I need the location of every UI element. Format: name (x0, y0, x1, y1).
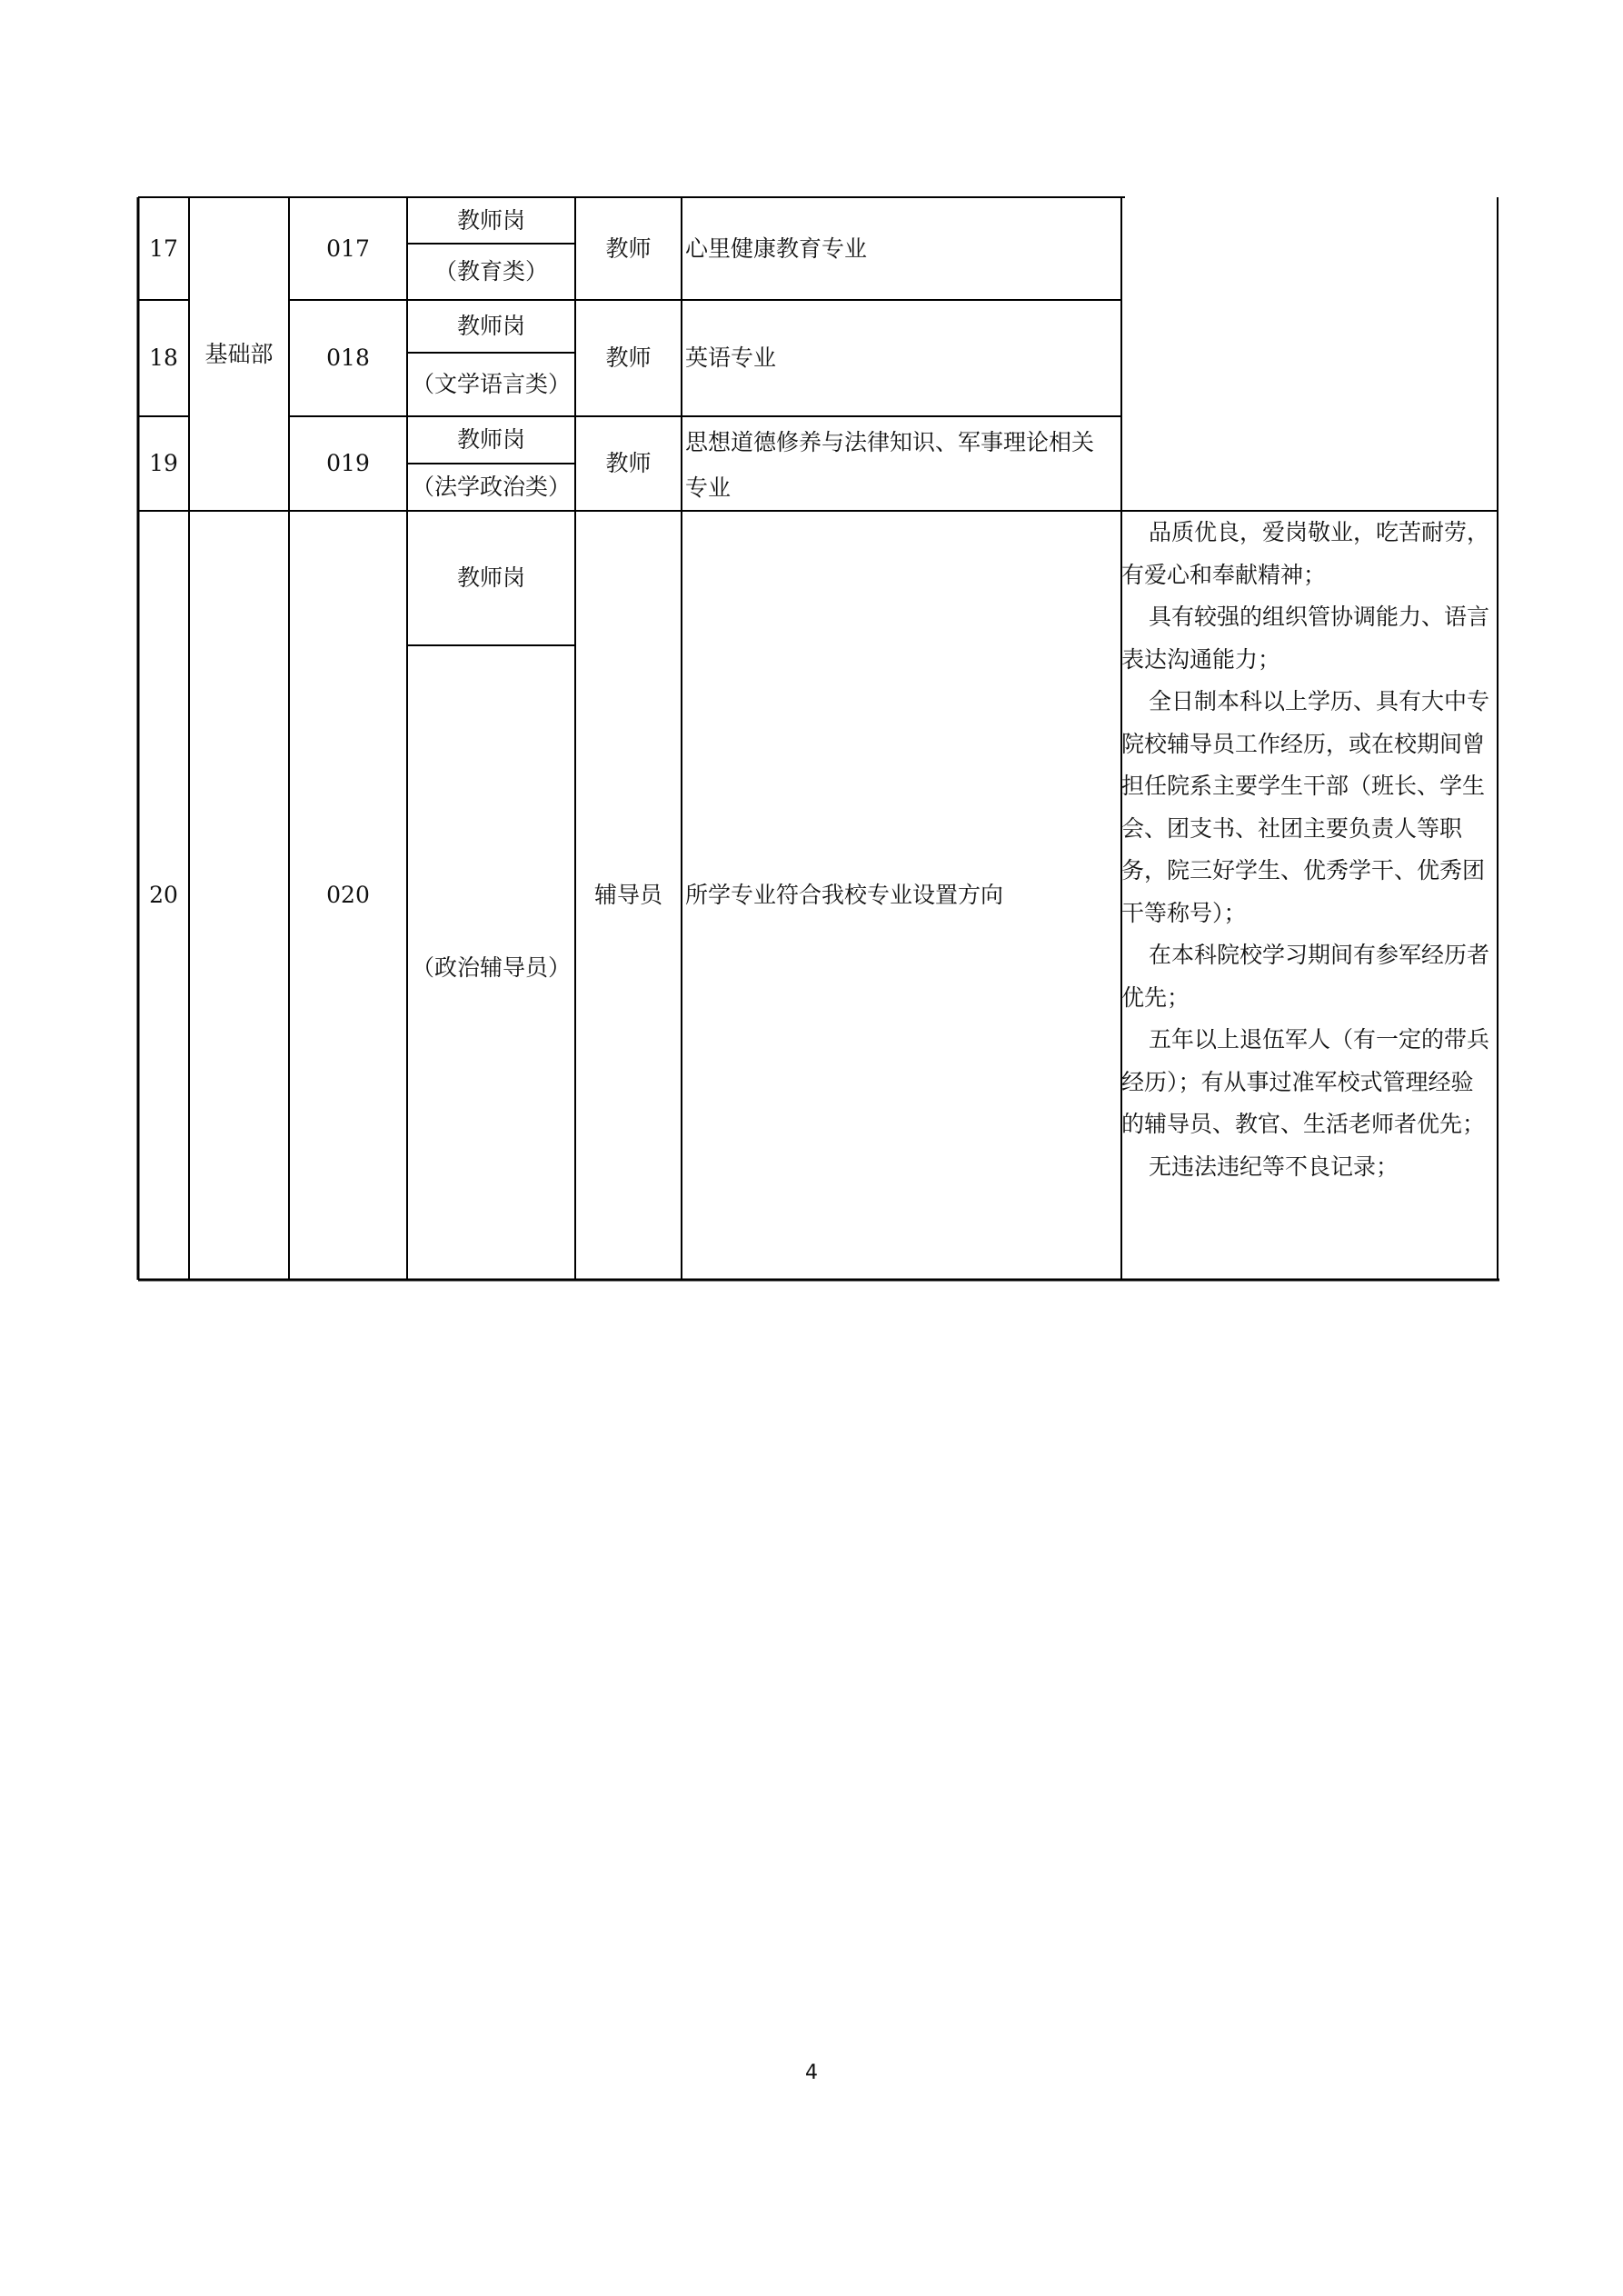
row-20-post-line1: 教师岗 (456, 564, 525, 591)
row-17-post-line2: （教育类） (433, 258, 548, 285)
row-18-number: 18 (149, 344, 178, 371)
row-19-position: 教师 (605, 450, 652, 476)
row-18-post-line2: （文学语言类） (411, 371, 571, 397)
row-20-post-line2: （政治辅导员） (411, 954, 571, 981)
row-19-post-line2: （法学政治类） (411, 474, 571, 500)
row-20-number: 20 (149, 882, 178, 908)
row-19-code: 019 (326, 450, 370, 476)
requirement-item: 品质优良，爱岗敬业，吃苦耐劳，有爱心和奉献精神； (1121, 519, 1490, 588)
row-20-code: 020 (326, 882, 370, 908)
requirement-item: 具有较强的组织管协调能力、语言表达沟通能力； (1121, 604, 1490, 673)
requirement-item: 无违法违纪等不良记录； (1149, 1153, 1399, 1180)
requirement-item: 在本科院校学习期间有参军经历者优先； (1121, 942, 1490, 1011)
page-number: 4 (805, 2061, 818, 2084)
row-18-position: 教师 (605, 344, 652, 371)
row-19-major-line2: 专业 (685, 474, 732, 501)
row-18-code: 018 (326, 344, 370, 371)
row-18-major: 英语专业 (685, 344, 777, 371)
requirements-list (1121, 512, 1494, 1188)
requirement-item: 五年以上退伍军人（有一定的带兵经历）；有从事过准军校式管理经验的辅导员、教官、生活老师者优先； (1121, 1026, 1490, 1137)
row-19-number: 19 (149, 450, 178, 476)
department-name: 基础部 (204, 340, 274, 367)
row-20-position: 辅导员 (593, 882, 662, 908)
row-17-major: 心里健康教育专业 (685, 235, 868, 262)
row-17-code: 017 (326, 235, 370, 262)
row-17-number: 17 (149, 235, 178, 262)
row-19-major-line1: 思想道德修养与法律知识、军事理论相关 (685, 429, 1095, 455)
row-17-post-line1: 教师岗 (456, 206, 525, 234)
row-17-position: 教师 (605, 235, 652, 262)
row-18-post-line1: 教师岗 (456, 313, 525, 339)
row-20-major: 所学专业符合我校专业设置方向 (685, 882, 1004, 908)
requirement-item: 全日制本科以上学历、具有大中专院校辅导员工作经历，或在校期间曾担任院系主要学生干部（班长、学生会、团支书、社团主要负责人等职务，院三好学生、优秀学干、优秀团干等称号）； (1121, 688, 1490, 926)
row-19-post-line1: 教师岗 (456, 426, 525, 453)
